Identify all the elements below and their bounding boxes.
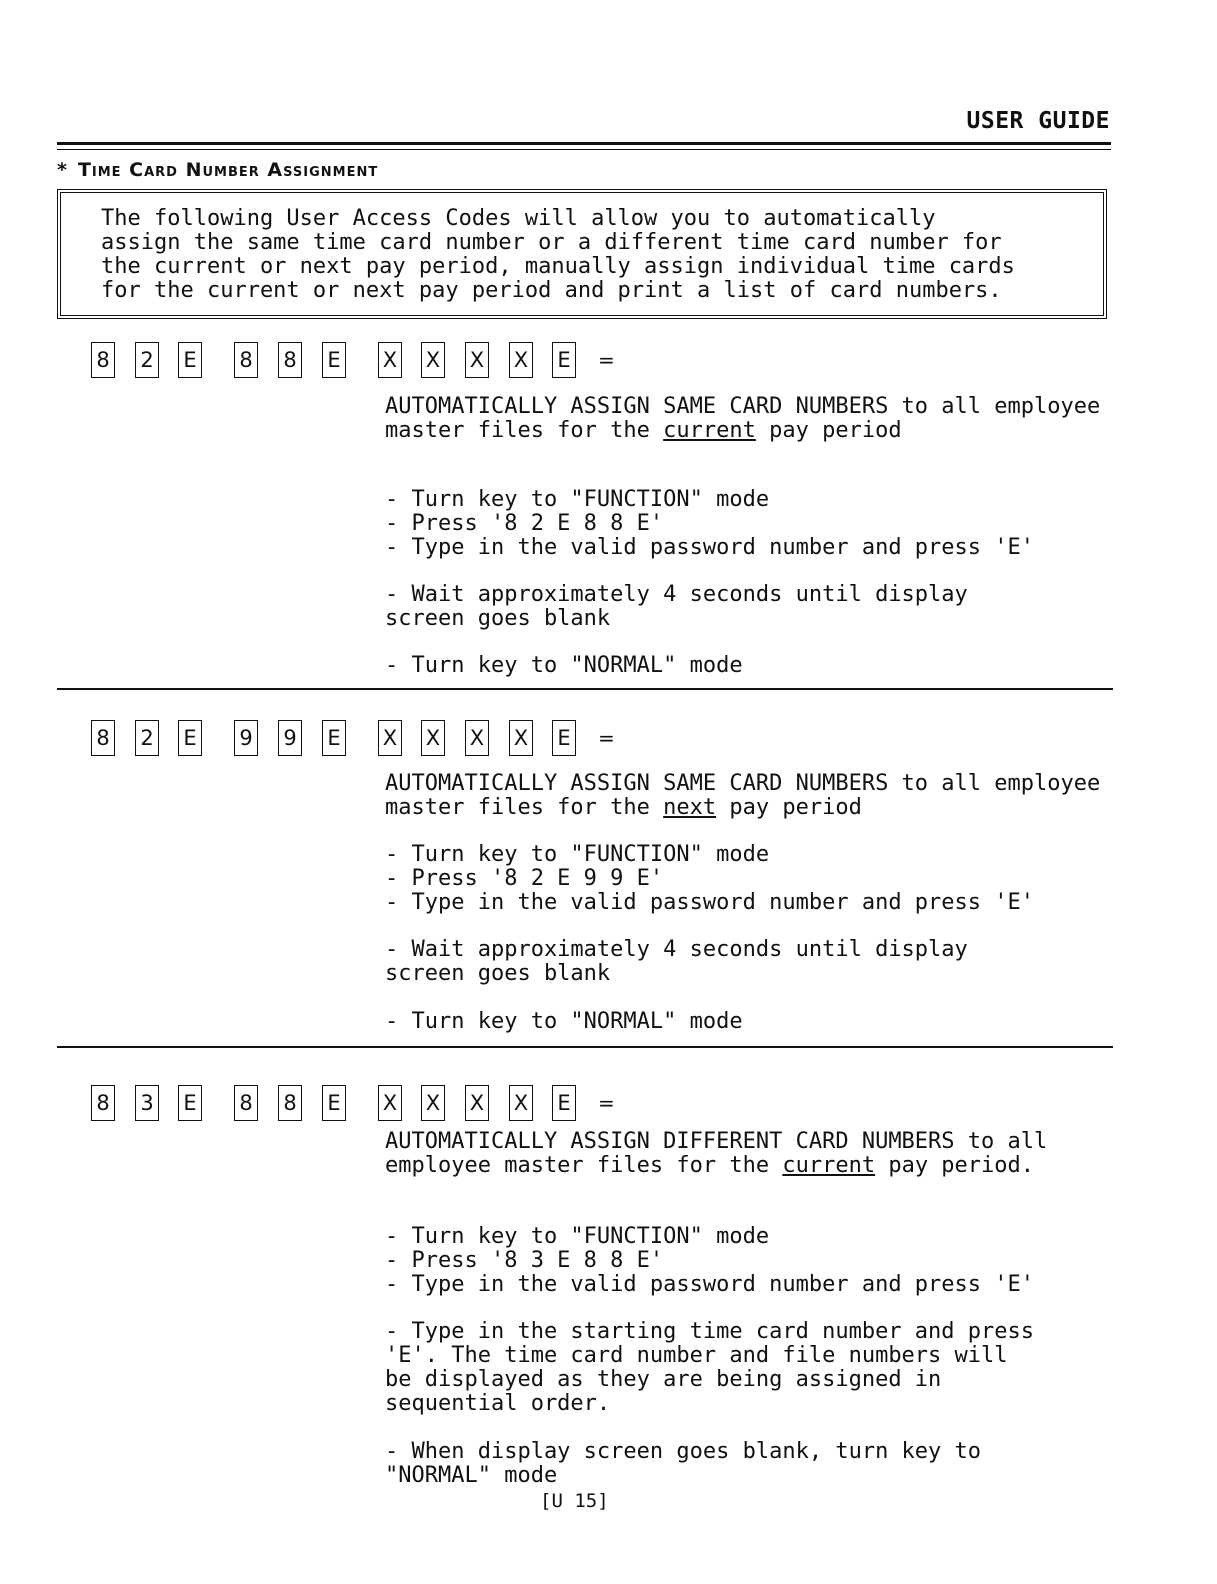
key-cap: X	[465, 1085, 489, 1121]
intro-text: The following User Access Codes will allow you to automatically assign the same time card number or a different time card number for the current or next pay period, manually assign individual time cards for the current or next pay period and print a list of card numbers.	[101, 206, 1015, 303]
desc-text: AUTOMATICALLY ASSIGN SAME CARD NUMBERS to all employee master files for the	[385, 394, 1101, 443]
instruction-step: - When display screen goes blank, turn key to "NORMAL" mode	[385, 1439, 982, 1488]
key-cap: X	[509, 720, 533, 756]
key-cap: X	[421, 1085, 445, 1121]
key-cap: E	[178, 342, 202, 378]
instruction-step: - Wait approximately 4 seconds until display screen goes blank	[385, 937, 968, 986]
key-cap: E	[322, 342, 346, 378]
code-description-2	[385, 772, 1105, 820]
key-cap: 8	[91, 720, 115, 756]
key-cap: X	[378, 342, 402, 378]
key-cap: X	[509, 1085, 533, 1121]
desc-text: pay period.	[875, 1153, 1035, 1178]
desc-text: AUTOMATICALLY ASSIGN SAME CARD NUMBERS to all employee master files for the	[385, 771, 1101, 820]
equals-sign: =	[598, 726, 615, 750]
key-cap: E	[552, 342, 576, 378]
key-cap: X	[509, 342, 533, 378]
key-cap: E	[322, 720, 346, 756]
key-cap: 2	[135, 342, 159, 378]
key-cap: X	[378, 1085, 402, 1121]
key-cap: 8	[278, 1085, 302, 1121]
code-description-3	[385, 1130, 1105, 1178]
key-cap: X	[465, 342, 489, 378]
key-cap: E	[552, 720, 576, 756]
page-header-title: USER GUIDE	[966, 108, 1110, 134]
code-description-1	[385, 395, 1105, 443]
key-cap: E	[322, 1085, 346, 1121]
key-cap: 3	[135, 1085, 159, 1121]
equals-sign: =	[598, 1091, 615, 1115]
key-cap: X	[378, 720, 402, 756]
key-cap: 8	[234, 1085, 258, 1121]
key-cap: 8	[234, 342, 258, 378]
instruction-step: - Turn key to "NORMAL" mode	[385, 653, 743, 678]
desc-emphasis: next	[663, 795, 717, 820]
key-sequence-1	[0, 342, 700, 382]
header-rule-thick	[57, 142, 1111, 145]
section-title	[57, 159, 378, 181]
intro-box	[57, 189, 1107, 319]
key-cap: 8	[91, 342, 115, 378]
section-title-text: Time Card Number Assignment	[77, 159, 379, 181]
key-cap: X	[421, 342, 445, 378]
header-rule-thin	[57, 149, 1111, 150]
desc-text: pay period	[716, 795, 862, 820]
instruction-step: - Type in the starting time card number and press 'E'. The time card number and file numbers will be displayed as they are being assigned in sequential order.	[385, 1319, 1035, 1416]
key-cap: 9	[234, 720, 258, 756]
key-cap: 2	[135, 720, 159, 756]
key-cap: 9	[278, 720, 302, 756]
key-cap: E	[552, 1085, 576, 1121]
desc-emphasis: current	[663, 418, 756, 443]
key-cap: X	[465, 720, 489, 756]
key-cap: E	[178, 720, 202, 756]
key-sequence-2	[0, 720, 700, 760]
key-cap: X	[421, 720, 445, 756]
key-cap: E	[178, 1085, 202, 1121]
desc-text: pay period	[755, 418, 902, 443]
instruction-step: - Wait approximately 4 seconds until display screen goes blank	[385, 582, 968, 631]
instruction-step: - Turn key to "FUNCTION" mode - Press '8 3 E 8 8 E' - Type in the valid password number and press 'E'	[385, 1224, 1035, 1297]
section-divider	[57, 688, 1113, 690]
instruction-step: - Turn key to "FUNCTION" mode - Press '8 2 E 8 8 E' - Type in the valid password number and press 'E'	[385, 487, 1035, 560]
instruction-step: - Turn key to "NORMAL" mode	[385, 1009, 743, 1034]
desc-emphasis: current	[782, 1153, 876, 1178]
section-divider	[57, 1046, 1113, 1048]
key-cap: 8	[91, 1085, 115, 1121]
star-bullet: *	[57, 159, 68, 181]
key-sequence-3	[0, 1085, 700, 1125]
desc-text: AUTOMATICALLY ASSIGN DIFFERENT CARD NUMBERS to all employee master files for the	[385, 1129, 1048, 1178]
instruction-step: - Turn key to "FUNCTION" mode - Press '8 2 E 9 9 E' - Type in the valid password number and press 'E'	[385, 842, 1035, 915]
key-cap: 8	[278, 342, 302, 378]
equals-sign: =	[598, 348, 615, 372]
page-number: [U 15]	[540, 1490, 609, 1512]
